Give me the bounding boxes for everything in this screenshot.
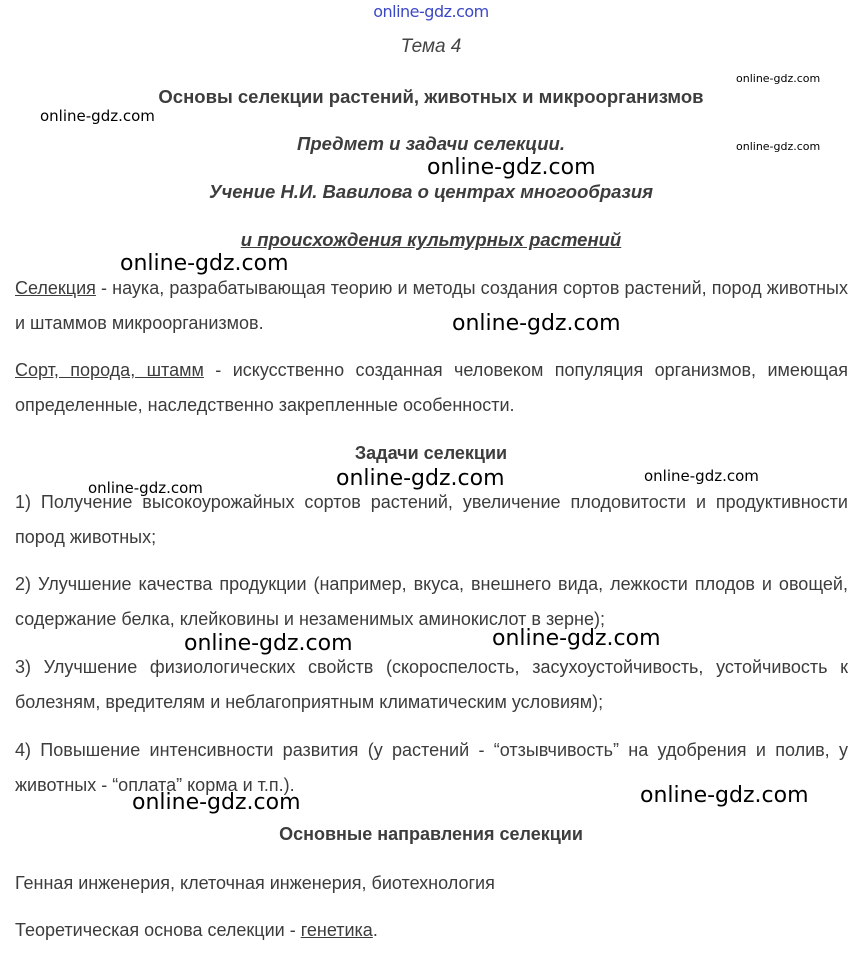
watermark: online-gdz.com [427, 155, 596, 180]
watermark: online-gdz.com [40, 107, 155, 125]
theory-basis-suffix: . [372, 920, 378, 940]
watermark: online-gdz.com [452, 311, 621, 336]
watermark: online-gdz.com [736, 72, 821, 85]
watermark: online-gdz.com [736, 140, 821, 153]
term-selection: Селекция [15, 278, 96, 298]
subtitle-vavilov: Учение Н.И. Вавилова о центрах многообразия [208, 181, 654, 202]
directions-heading: Основные направления селекции [279, 824, 583, 844]
watermark: online-gdz.com [492, 626, 661, 651]
subtitle-origin: и происхождения культурных растений [240, 229, 622, 250]
task-item: 4) Повышение интенсивности развития (у растений - “отзывчивость” на удобрения и полив, у животных - “оплата” корма и т.п.). [15, 740, 848, 795]
task-item: 1) Получение высокоурожайных сортов растений, увеличение плодовитости и продуктивности пород животных; [15, 492, 848, 547]
watermark: online-gdz.com [640, 783, 809, 808]
task-item: 2) Улучшение качества продукции (например, вкуса, внешнего вида, лежкости плодов и овощей, содержание белка, клейковины и незаменимых аминокислот в зерне); [15, 574, 848, 629]
theory-basis-line [15, 920, 848, 941]
definition-selection-text: - наука, разрабатывающая теорию и методы создания сортов растений, пород животных и штаммов микроорганизмов. [15, 278, 848, 333]
topic-label: Тема 4 [400, 36, 462, 57]
watermark: online-gdz.com [88, 479, 203, 497]
task-item: 3) Улучшение физиологических свойств (скороспелость, засухоустойчивость, устойчивость к болезням, вредителям и неблагоприятным климатическим условиям); [15, 657, 848, 712]
page-title: Основы селекции растений, животных и микроорганизмов [158, 86, 704, 107]
tasks-heading: Задачи селекции [354, 443, 508, 463]
watermark: online-gdz.com [132, 790, 301, 815]
site-header-link[interactable]: online-gdz.com [373, 2, 489, 21]
term-variety: Сорт, порода, штамм [15, 360, 204, 380]
watermark: online-gdz.com [120, 251, 289, 276]
definition-selection [15, 271, 848, 341]
watermark: online-gdz.com [184, 631, 353, 656]
watermark: online-gdz.com [644, 467, 759, 485]
directions-line: Генная инженерия, клеточная инженерия, биотехнология [15, 873, 495, 893]
term-genetics: генетика [300, 920, 373, 940]
definition-variety [15, 353, 848, 423]
subtitle-subject: Предмет и задачи селекции. [297, 133, 565, 154]
theory-basis-prefix: Теоретическая основа селекции - [15, 920, 301, 940]
definition-variety-text: - искусственно созданная человеком популяция организмов, имеющая определенные, наследственно закрепленные особенности. [15, 360, 848, 415]
watermark: online-gdz.com [336, 466, 505, 491]
